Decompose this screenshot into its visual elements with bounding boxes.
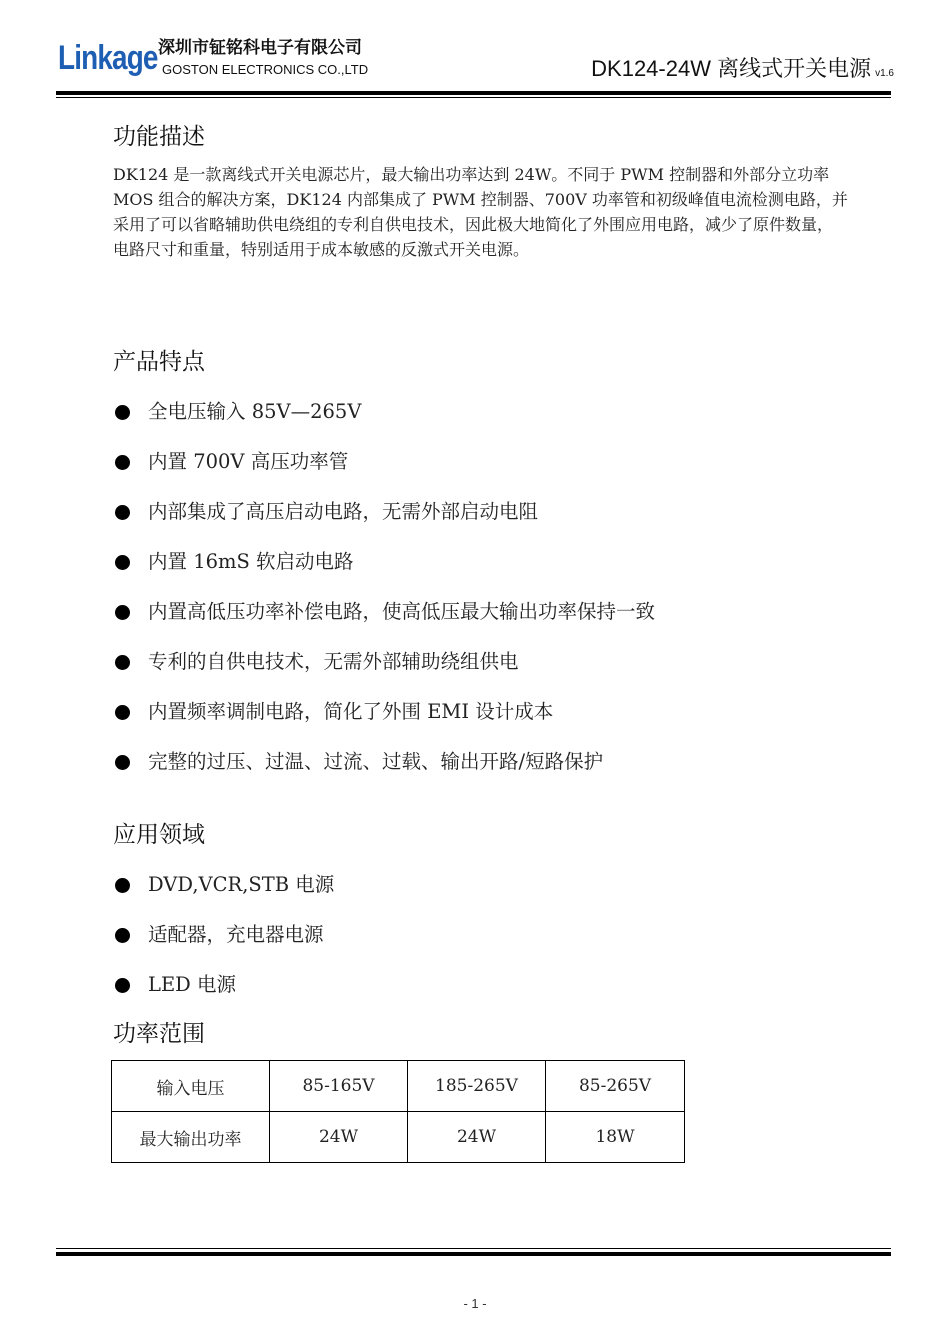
document-title-text: DK124-24W 离线式开关电源	[591, 56, 872, 81]
logo-wordmark: Linkage	[58, 39, 158, 77]
feature-text: 内部集成了高压启动电路，无需外部启动电阻	[148, 500, 539, 523]
bullet-icon	[115, 705, 130, 720]
feature-text: 全电压输入 85V—265V	[148, 400, 362, 423]
bullet-icon	[115, 755, 130, 770]
bullet-icon	[115, 655, 130, 670]
application-item	[113, 870, 334, 920]
footer-rule-thin	[56, 1248, 891, 1249]
table-cell-header: 输入电压	[112, 1061, 270, 1112]
table-row	[112, 1061, 685, 1112]
section-title-power-range: 功率范围	[113, 1021, 205, 1047]
description-paragraph: DK124 是一款离线式开关电源芯片，最大输出功率达到 24W。不同于 PWM 控制器和外部分立功率 MOS 组合的解决方案，DK124 内部集成了 PWM 控制器、700V 功率管和初级峰值电流检测电路，并采用了可以省略辅助供电绕组的专利自供电技术，因此极大地简化了外围应用电路，减少了原件数量，电路尺寸和重量，特别适用于成本敏感的反激式开关电源。	[113, 165, 848, 259]
feature-item	[113, 747, 655, 797]
section-title-features: 产品特点	[113, 349, 205, 375]
company-logo	[58, 38, 378, 82]
document-version: v1.6	[875, 68, 894, 79]
application-text: 适配器，充电器电源	[148, 923, 324, 946]
bullet-icon	[115, 455, 130, 470]
bullet-icon	[115, 505, 130, 520]
table-cell: 185-265V	[408, 1061, 546, 1112]
features-list	[113, 397, 655, 797]
feature-item	[113, 697, 655, 747]
feature-text: 完整的过压、过温、过流、过载、输出开路/短路保护	[148, 750, 604, 773]
footer-rule-thick	[56, 1252, 891, 1256]
feature-text: 内置 16mS 软启动电路	[148, 550, 354, 573]
feature-item	[113, 497, 655, 547]
feature-item	[113, 597, 655, 647]
application-item	[113, 920, 334, 970]
feature-item	[113, 397, 655, 447]
header-rule-thin	[56, 97, 891, 98]
feature-item	[113, 647, 655, 697]
section-title-description: 功能描述	[113, 124, 205, 150]
feature-text: 内置频率调制电路，简化了外围 EMI 设计成本	[148, 700, 554, 723]
feature-item	[113, 447, 655, 497]
applications-list	[113, 870, 334, 1020]
table-cell-header: 最大输出功率	[112, 1112, 270, 1163]
feature-item	[113, 547, 655, 597]
application-item	[113, 970, 334, 1020]
feature-text: 内置高低压功率补偿电路，使高低压最大输出功率保持一致	[148, 600, 656, 623]
table-cell: 85-165V	[270, 1061, 408, 1112]
feature-text: 专利的自供电技术，无需外部辅助绕组供电	[148, 650, 519, 673]
document-title	[591, 55, 894, 88]
bullet-icon	[115, 978, 130, 993]
bullet-icon	[115, 405, 130, 420]
power-range-table	[111, 1060, 685, 1163]
bullet-icon	[115, 605, 130, 620]
company-name-en: GOSTON ELECTRONICS CO.,LTD	[162, 62, 369, 77]
bullet-icon	[115, 928, 130, 943]
table-cell: 24W	[408, 1112, 546, 1163]
bullet-icon	[115, 555, 130, 570]
section-title-applications: 应用领域	[113, 822, 205, 848]
table-cell: 18W	[546, 1112, 685, 1163]
application-text: DVD,VCR,STB 电源	[148, 873, 335, 896]
bullet-icon	[115, 878, 130, 893]
feature-text: 内置 700V 高压功率管	[148, 450, 349, 473]
table-cell: 85-265V	[546, 1061, 685, 1112]
application-text: LED 电源	[148, 973, 237, 996]
header-rule-thick	[56, 91, 891, 95]
table-cell: 24W	[270, 1112, 408, 1163]
page-number: - 1 -	[463, 1296, 487, 1311]
company-name-cn: 深圳市钲铭科电子有限公司	[158, 38, 362, 58]
table-row	[112, 1112, 685, 1163]
